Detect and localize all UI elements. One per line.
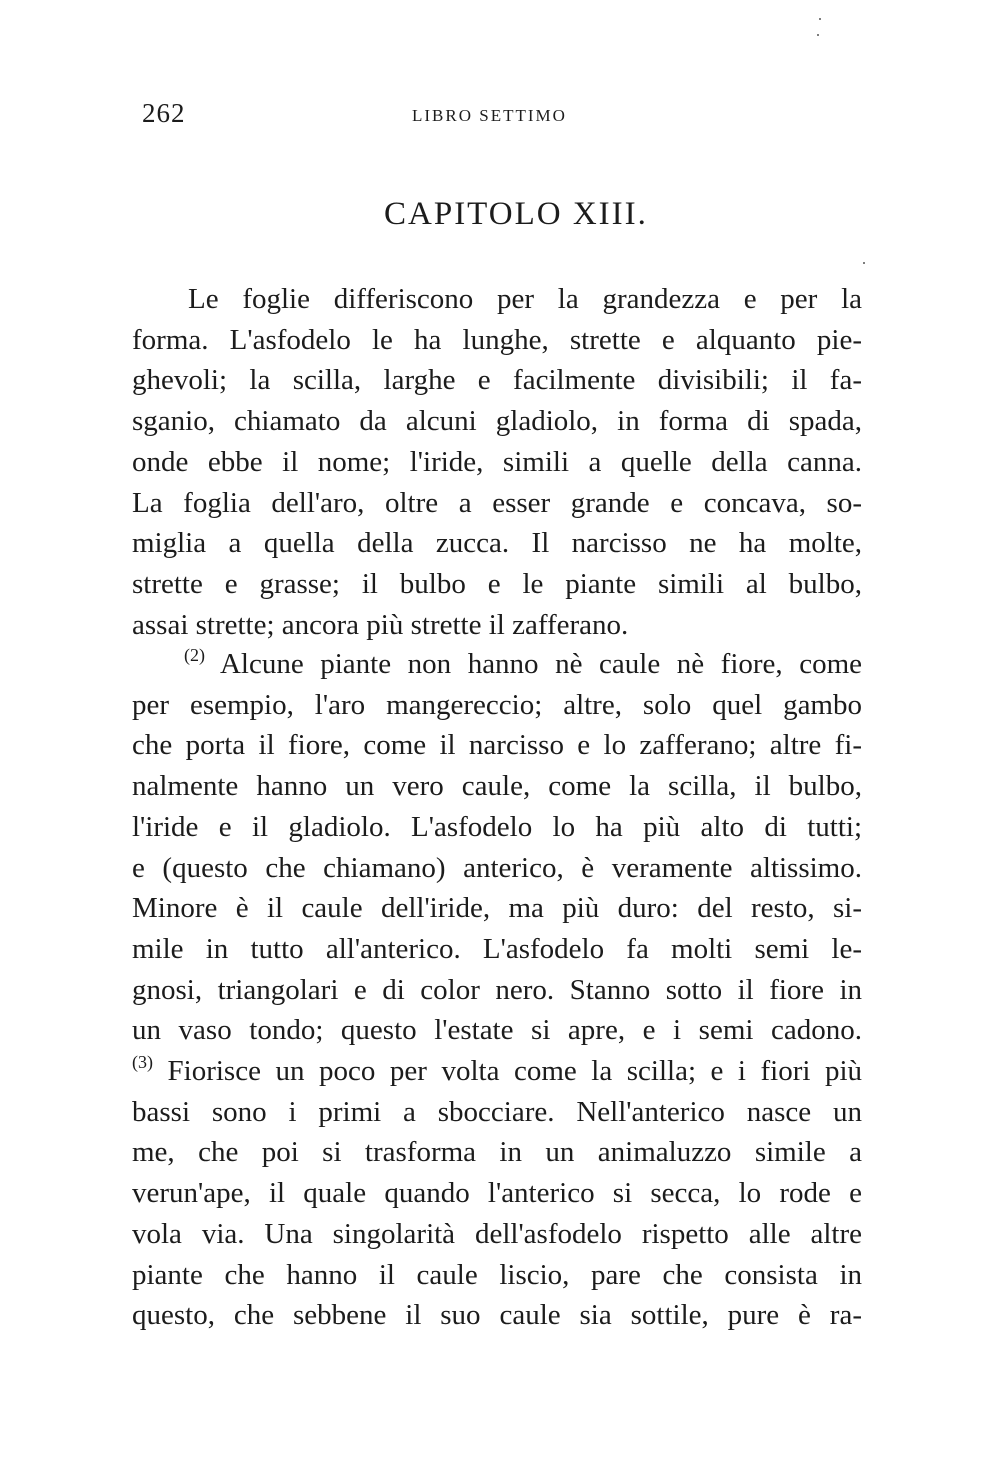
footnote-marker: (3): [132, 1052, 153, 1073]
text-line: sganio, chiamato da alcuni gladiolo, in forma di spada,: [132, 405, 862, 438]
text-line: gnosi, triangolari e di color nero. Stanno sotto il fiore in: [132, 973, 862, 1006]
text-line: che porta il fiore, come il narcisso e lo zafferano; altre fi-: [132, 729, 862, 762]
text-line: questo, che sebbene il suo caule sia sottile, pure è ra-: [132, 1299, 862, 1332]
text-line: bassi sono i primi a sbocciare. Nell'anterico nasce un: [132, 1095, 862, 1128]
page-number: 262: [142, 98, 186, 128]
scan-speck: [819, 18, 821, 20]
paragraph-1: [132, 279, 862, 645]
text-line: l'iride e il gladiolo. L'asfodelo lo ha più alto di tutti;: [132, 810, 862, 843]
text-line: La foglia dell'aro, oltre a esser grande e concava, so-: [132, 486, 862, 519]
chapter-title: CAPITOLO XIII.: [384, 196, 648, 232]
text-line: miglia a quella della zucca. Il narcisso ne ha molte,: [132, 527, 862, 560]
text-line: Le foglie differiscono per la grandezza e per la: [188, 283, 862, 315]
text-line-content: Fiorisce un poco per volta come la scilla; e i fiori più: [167, 1055, 863, 1088]
text-line: vola via. Una singolarità dell'asfodelo rispetto alle altre: [132, 1217, 862, 1250]
text-line: [132, 1051, 862, 1092]
text-line: onde ebbe il nome; l'iride, simili a quelle della canna.: [132, 445, 862, 478]
text-line: piante che hanno il caule liscio, pare che consista in: [132, 1258, 862, 1291]
scan-speck: [863, 262, 865, 264]
text-line: ghevoli; la scilla, larghe e facilmente divisibili; il fa-: [132, 364, 862, 397]
text-line-content: Alcune piante non hanno nè caule nè fiore, come: [219, 648, 862, 680]
text-line: un vaso tondo; questo l'estate si apre, e i semi cadono.: [132, 1014, 862, 1047]
footnote-marker: (2): [184, 645, 205, 665]
text-line: mile in tutto all'anterico. L'asfodelo fa molti semi le-: [132, 932, 862, 965]
text-line: Minore è il caule dell'iride, ma più duro: del resto, si-: [132, 892, 862, 925]
running-head: LIBRO SETTIMO: [412, 106, 567, 125]
text-line: verun'ape, il quale quando l'anterico si secca, lo rode e: [132, 1177, 862, 1210]
text-line: per esempio, l'aro mangereccio; altre, solo quel gambo: [132, 688, 862, 721]
text-line: assai strette; ancora più strette il zafferano.: [132, 608, 629, 641]
scan-speck: [817, 34, 819, 36]
text-line: me, che poi si trasforma in un animaluzzo simile a: [132, 1136, 862, 1169]
text-line: [132, 644, 862, 685]
text-line: strette e grasse; il bulbo e le piante simili al bulbo,: [132, 567, 862, 600]
text-line: e (questo che chiamano) anterico, è veramente altissimo.: [132, 851, 862, 884]
paragraph-2: [132, 644, 862, 1336]
text-line: nalmente hanno un vero caule, come la scilla, il bulbo,: [132, 770, 862, 803]
text-line: forma. L'asfodelo le ha lunghe, strette e alquanto pie-: [132, 323, 862, 356]
